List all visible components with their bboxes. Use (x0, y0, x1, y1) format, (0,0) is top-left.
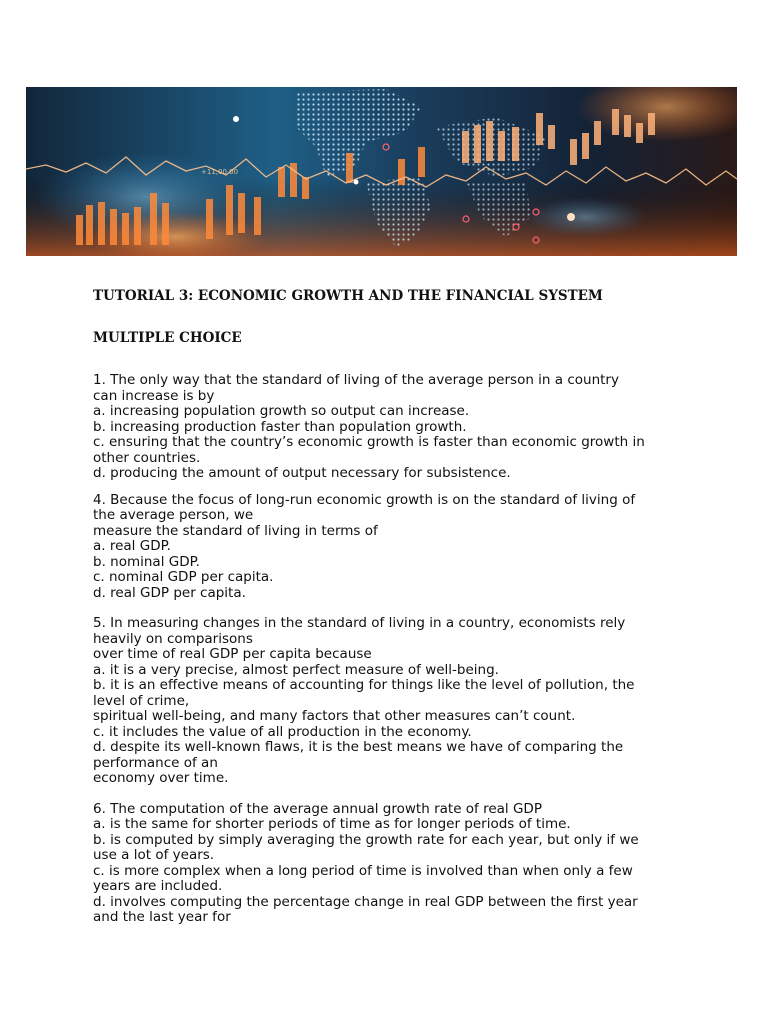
banner-graphic (26, 87, 737, 256)
answer-option-d: d. involves computing the percentage change in real GDP between the first year (93, 893, 638, 910)
answer-option-c: c. it includes the value of all production in the economy. (93, 723, 472, 740)
document-body (93, 284, 693, 926)
answer-option-b: b. nominal GDP. (93, 553, 200, 570)
banner-overlay-text: +11,00.00 (201, 168, 239, 176)
answer-option-b-cont: level of crime, (93, 692, 190, 709)
answer-option-b: b. is computed by simply averaging the growth rate for each year, but only if we (93, 831, 639, 848)
question-6 (93, 802, 693, 926)
answer-option-c: c. is more complex when a long period of time is involved than when only a few (93, 862, 633, 879)
answer-option-a: a. it is a very precise, almost perfect measure of well-being. (93, 661, 499, 678)
answer-option-d-cont: economy over time. (93, 770, 229, 786)
answer-option-c: c. nominal GDP per capita. (93, 569, 274, 585)
answer-option-a: a. increasing population growth so output can increase. (93, 403, 470, 419)
question-line: can increase is by (93, 387, 215, 404)
question-line: measure the standard of living in terms of (93, 522, 378, 539)
question-line: 6. The computation of the average annual growth rate of real GDP (93, 800, 542, 817)
answer-option-b: b. increasing production faster than population growth. (93, 418, 467, 435)
question-line: 1. The only way that the standard of living of the average person in a country (93, 372, 619, 388)
answer-option-d: d. producing the amount of output necessary for subsistence. (93, 465, 511, 481)
answer-option-d: d. real GDP per capita. (93, 584, 246, 601)
question-line: 4. Because the focus of long-run economic growth is on the standard of living of (93, 491, 636, 508)
question-line: over time of real GDP per capita because (93, 646, 372, 662)
answer-option-d-cont: and the last year for (93, 909, 231, 925)
question-5 (93, 616, 693, 787)
answer-option-d-cont: performance of an (93, 754, 218, 771)
question-list (93, 373, 693, 926)
answer-option-c: c. ensuring that the country’s economic growth is faster than economic growth in (93, 434, 645, 450)
answer-option-a: a. real GDP. (93, 538, 171, 554)
answer-option-b: b. it is an effective means of accounting for things like the level of pollution, the (93, 677, 635, 693)
question-line: the average person, we (93, 507, 254, 523)
question-4 (93, 493, 693, 602)
section-heading: MULTIPLE CHOICE (93, 330, 242, 346)
question-line: 5. In measuring changes in the standard of living in a country, economists rely (93, 615, 626, 631)
answer-option-a: a. is the same for shorter periods of time as for longer periods of time. (93, 816, 571, 832)
document-title: TUTORIAL 3: ECONOMIC GROWTH AND THE FINANCIAL SYSTEM (93, 288, 603, 304)
answer-option-c-cont: years are included. (93, 878, 223, 894)
answer-option-b-cont: use a lot of years. (93, 847, 215, 863)
answer-option-b-cont: spiritual well-being, and many factors that other measures can’t count. (93, 708, 576, 724)
answer-option-c-cont: other countries. (93, 449, 201, 466)
question-1 (93, 373, 693, 482)
question-line: heavily on comparisons (93, 630, 253, 647)
answer-option-d: d. despite its well-known flaws, it is the best means we have of comparing the (93, 739, 624, 755)
header-banner-image (26, 87, 737, 256)
